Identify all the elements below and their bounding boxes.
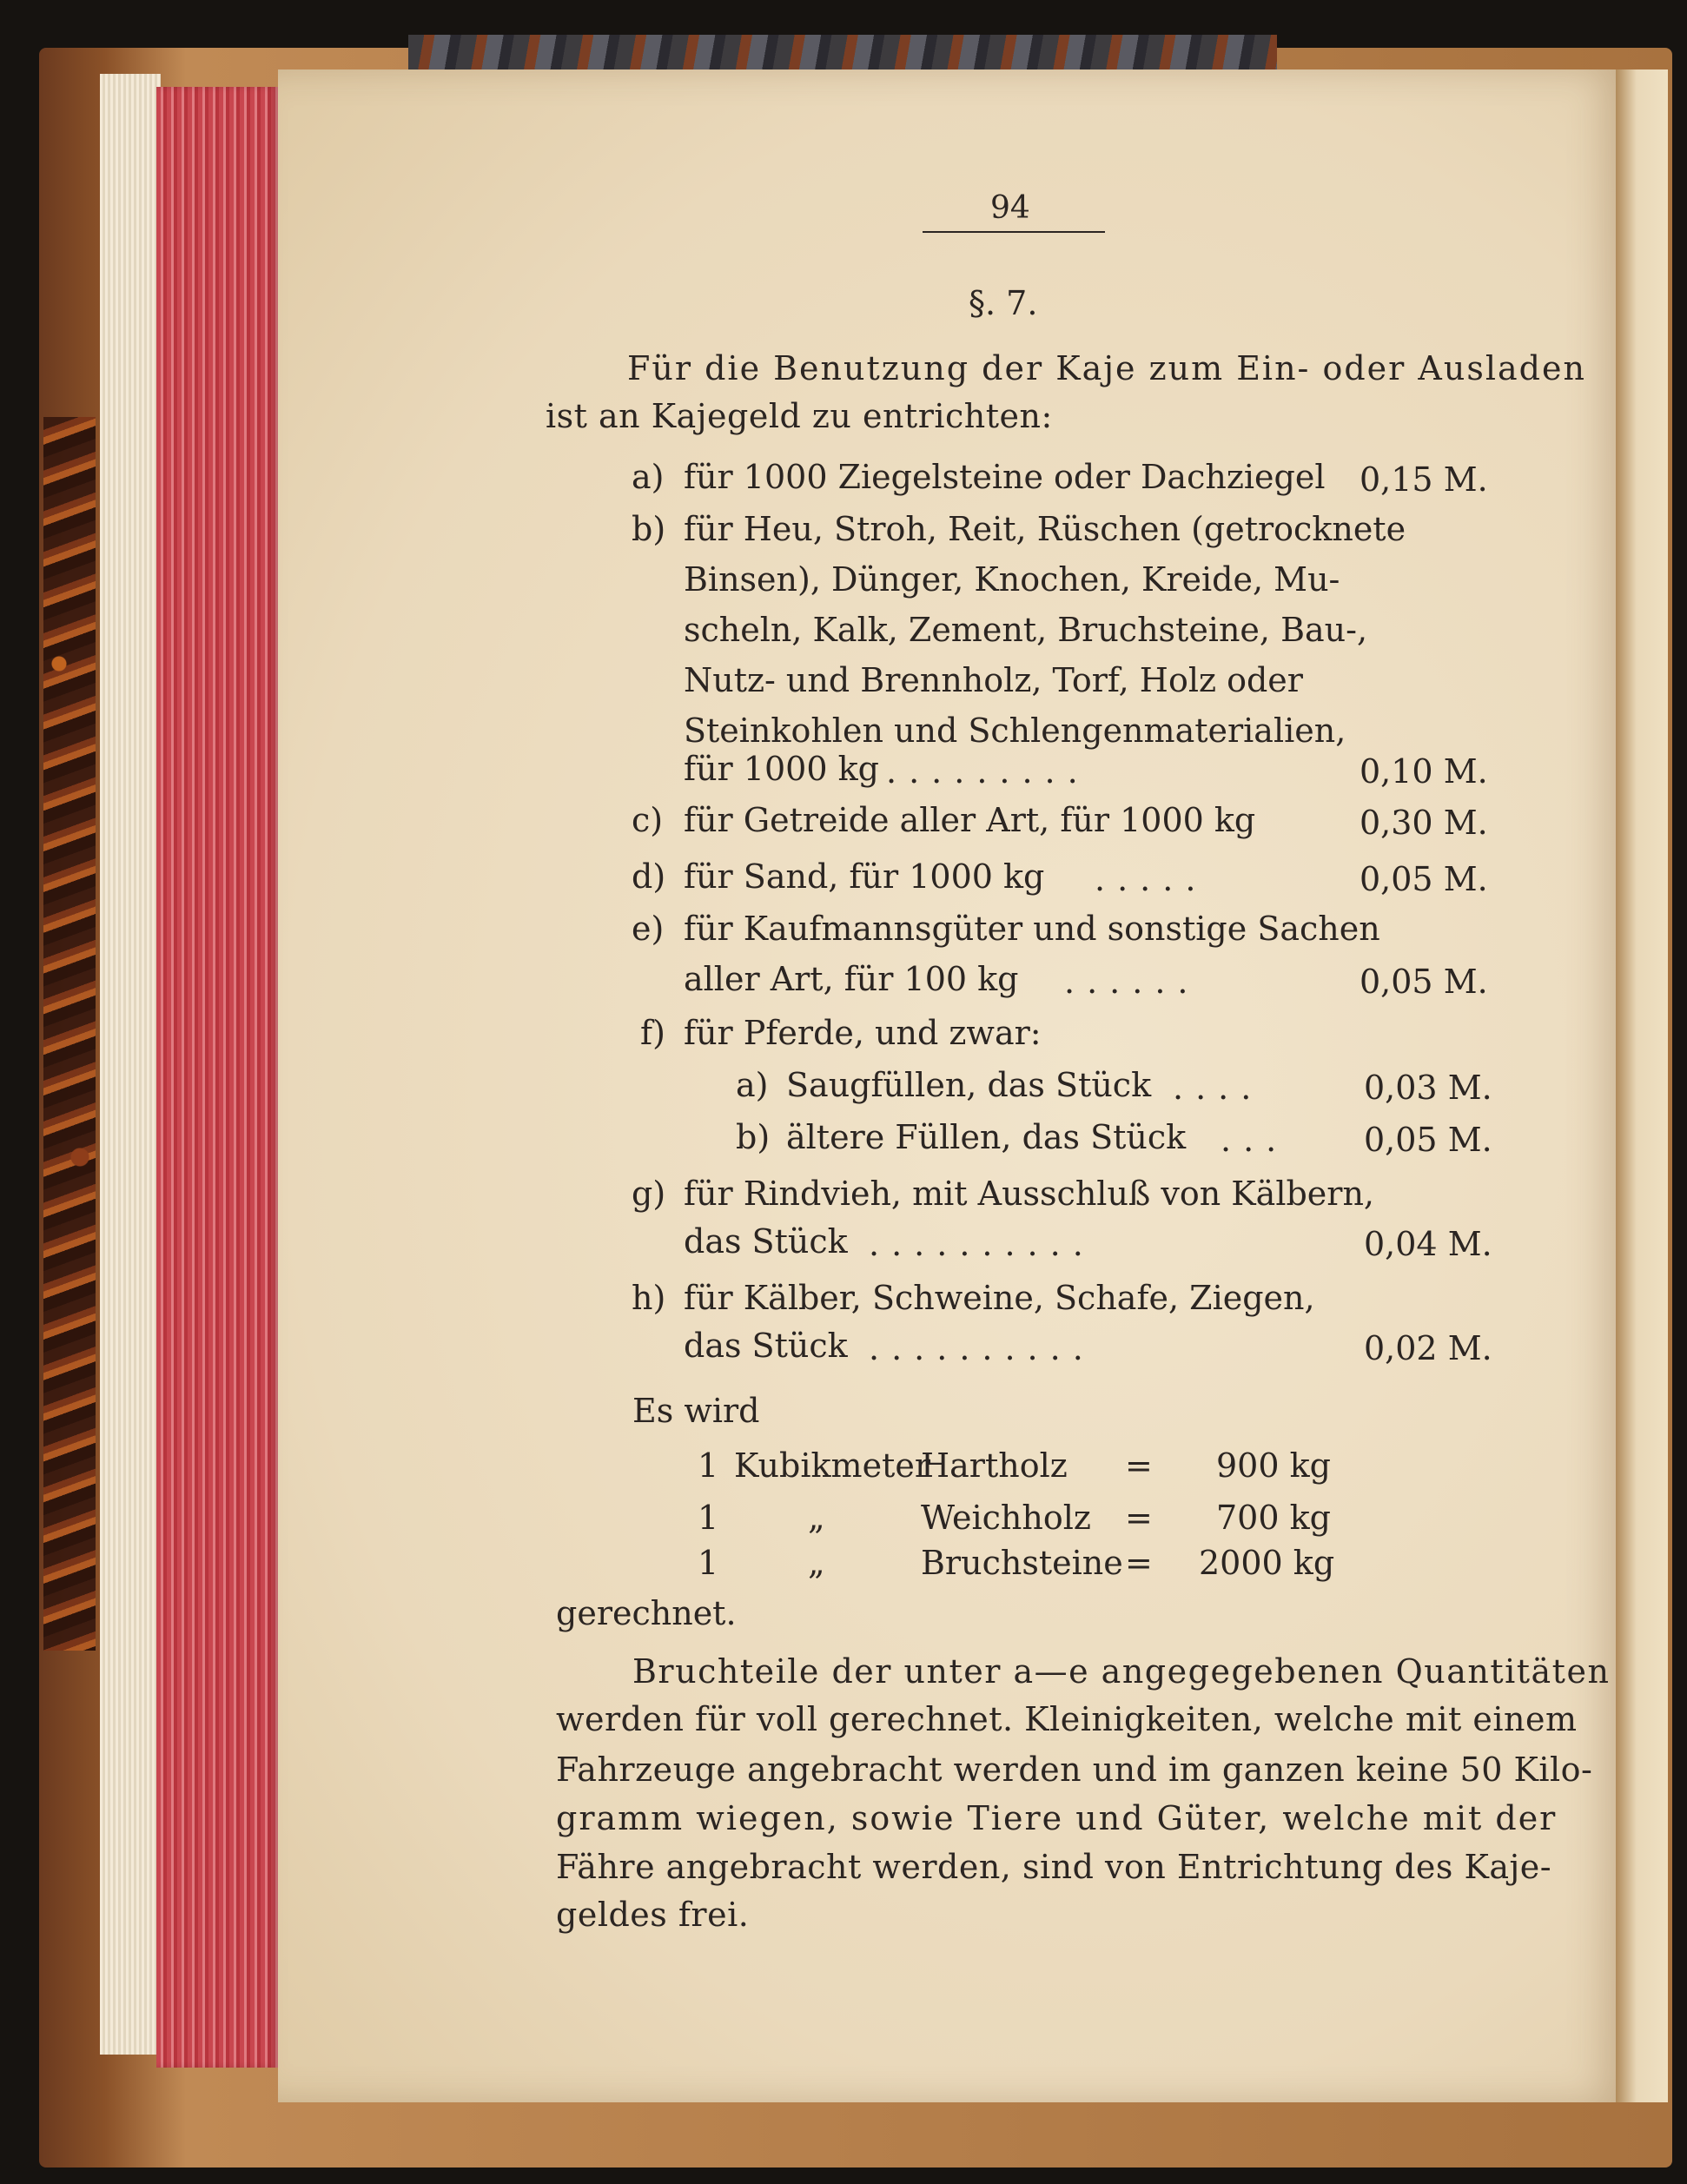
conversion-value: 900 kg	[1216, 1446, 1331, 1485]
item-label: b)	[736, 1118, 771, 1156]
item-price: 0,05 M.	[1360, 860, 1488, 898]
conversion-value: 2000 kg	[1199, 1544, 1335, 1582]
leader-dots: ......	[1064, 963, 1201, 1001]
item-label: g)	[632, 1175, 666, 1213]
item-label: b)	[632, 510, 666, 548]
conversion-qty: 1	[698, 1446, 719, 1485]
conversion-wood: Bruchsteine	[921, 1544, 1123, 1582]
item-line: für 1000 kg	[684, 750, 879, 788]
conversion-qty: 1	[698, 1499, 719, 1537]
item-label: a)	[632, 458, 665, 496]
item-line: scheln, Kalk, Zement, Bruchsteine, Bau-,	[684, 611, 1368, 649]
facing-page-gutter	[1616, 69, 1668, 2102]
gerechnet: gerechnet.	[556, 1594, 737, 1632]
item-label: h)	[632, 1279, 666, 1317]
es-wird: Es wird	[632, 1392, 760, 1430]
item-line: für Sand, für 1000 kg	[684, 857, 1045, 896]
conversion-unit: „	[808, 1544, 825, 1582]
marbled-spine	[43, 417, 96, 1651]
leader-dots: ..........	[869, 1225, 1095, 1263]
item-price: 0,15 M.	[1360, 460, 1488, 499]
page-stack	[100, 74, 161, 2055]
item-label: c)	[632, 801, 664, 839]
item-line: für Kälber, Schweine, Schafe, Ziegen,	[684, 1279, 1315, 1317]
leader-dots: .........	[886, 752, 1090, 791]
item-line: Saugfüllen, das Stück	[786, 1066, 1152, 1104]
item-price: 0,03 M.	[1364, 1069, 1492, 1107]
conversion-value: 700 kg	[1216, 1499, 1331, 1537]
item-label: a)	[736, 1066, 769, 1104]
conversion-qty: 1	[698, 1544, 719, 1582]
leader-dots: ..........	[869, 1329, 1095, 1367]
red-page-edges	[156, 87, 278, 2068]
conversion-unit: Kubikmeter	[734, 1446, 930, 1485]
item-price: 0,02 M.	[1364, 1329, 1492, 1367]
item-line: für Rindvieh, mit Ausschluß von Kälbern,	[684, 1175, 1375, 1213]
conversion-eq: =	[1125, 1544, 1153, 1582]
conversion-eq: =	[1125, 1499, 1153, 1537]
conversion-wood: Hartholz	[921, 1446, 1068, 1485]
closing-line: geldes frei.	[556, 1896, 750, 1934]
leader-dots: ....	[1173, 1069, 1264, 1107]
item-line: für Getreide aller Art, für 1000 kg	[684, 801, 1256, 839]
item-price: 0,05 M.	[1364, 1121, 1492, 1159]
item-line: aller Art, für 100 kg	[684, 960, 1019, 998]
conversion-unit: „	[808, 1499, 825, 1537]
item-line: für Pferde, und zwar:	[684, 1014, 1042, 1052]
closing-line: Fähre angebracht werden, sind von Entrichtung des Kaje-	[556, 1848, 1552, 1886]
item-label: f)	[640, 1014, 665, 1052]
intro-line: Für die Benutzung der Kaje zum Ein- oder Ausladen	[627, 349, 1586, 387]
item-price: 0,05 M.	[1360, 963, 1488, 1001]
closing-line: werden für voll gerechnet. Kleinigkeiten, welche mit einem	[556, 1700, 1578, 1738]
item-line: das Stück	[684, 1222, 848, 1261]
conversion-eq: =	[1125, 1446, 1153, 1485]
item-price: 0,04 M.	[1364, 1225, 1492, 1263]
page-number: 94	[990, 190, 1030, 226]
item-line: für Heu, Stroh, Reit, Rüschen (getrocknete	[684, 510, 1406, 548]
item-line: Steinkohlen und Schlengenmaterialien,	[684, 711, 1346, 750]
item-line: für Kaufmannsgüter und sonstige Sachen	[684, 910, 1380, 948]
intro-line: ist an Kajegeld zu entrichten:	[546, 397, 1053, 435]
item-line: ältere Füllen, das Stück	[786, 1118, 1187, 1156]
closing-line: Fahrzeuge angebracht werden und im ganzen keine 50 Kilo-	[556, 1751, 1593, 1789]
conversion-wood: Weichholz	[921, 1499, 1091, 1537]
item-line: Binsen), Dünger, Knochen, Kreide, Mu-	[684, 560, 1340, 599]
closing-line: gramm wiegen, sowie Tiere und Güter, welche mit der	[556, 1799, 1558, 1837]
item-label: d)	[632, 857, 666, 896]
header-rule	[923, 231, 1105, 233]
leader-dots: ...	[1221, 1121, 1289, 1159]
leader-dots: .....	[1095, 860, 1208, 898]
section-heading: §. 7.	[969, 284, 1038, 322]
item-price: 0,10 M.	[1360, 752, 1488, 791]
item-price: 0,30 M.	[1360, 804, 1488, 842]
item-line: Nutz- und Brennholz, Torf, Holz oder	[684, 661, 1303, 699]
item-line: für 1000 Ziegelsteine oder Dachziegel	[684, 458, 1326, 496]
item-line: das Stück	[684, 1327, 848, 1365]
closing-line: Bruchteile der unter a—e angegegebenen Quantitäten	[632, 1652, 1611, 1691]
item-label: e)	[632, 910, 665, 948]
